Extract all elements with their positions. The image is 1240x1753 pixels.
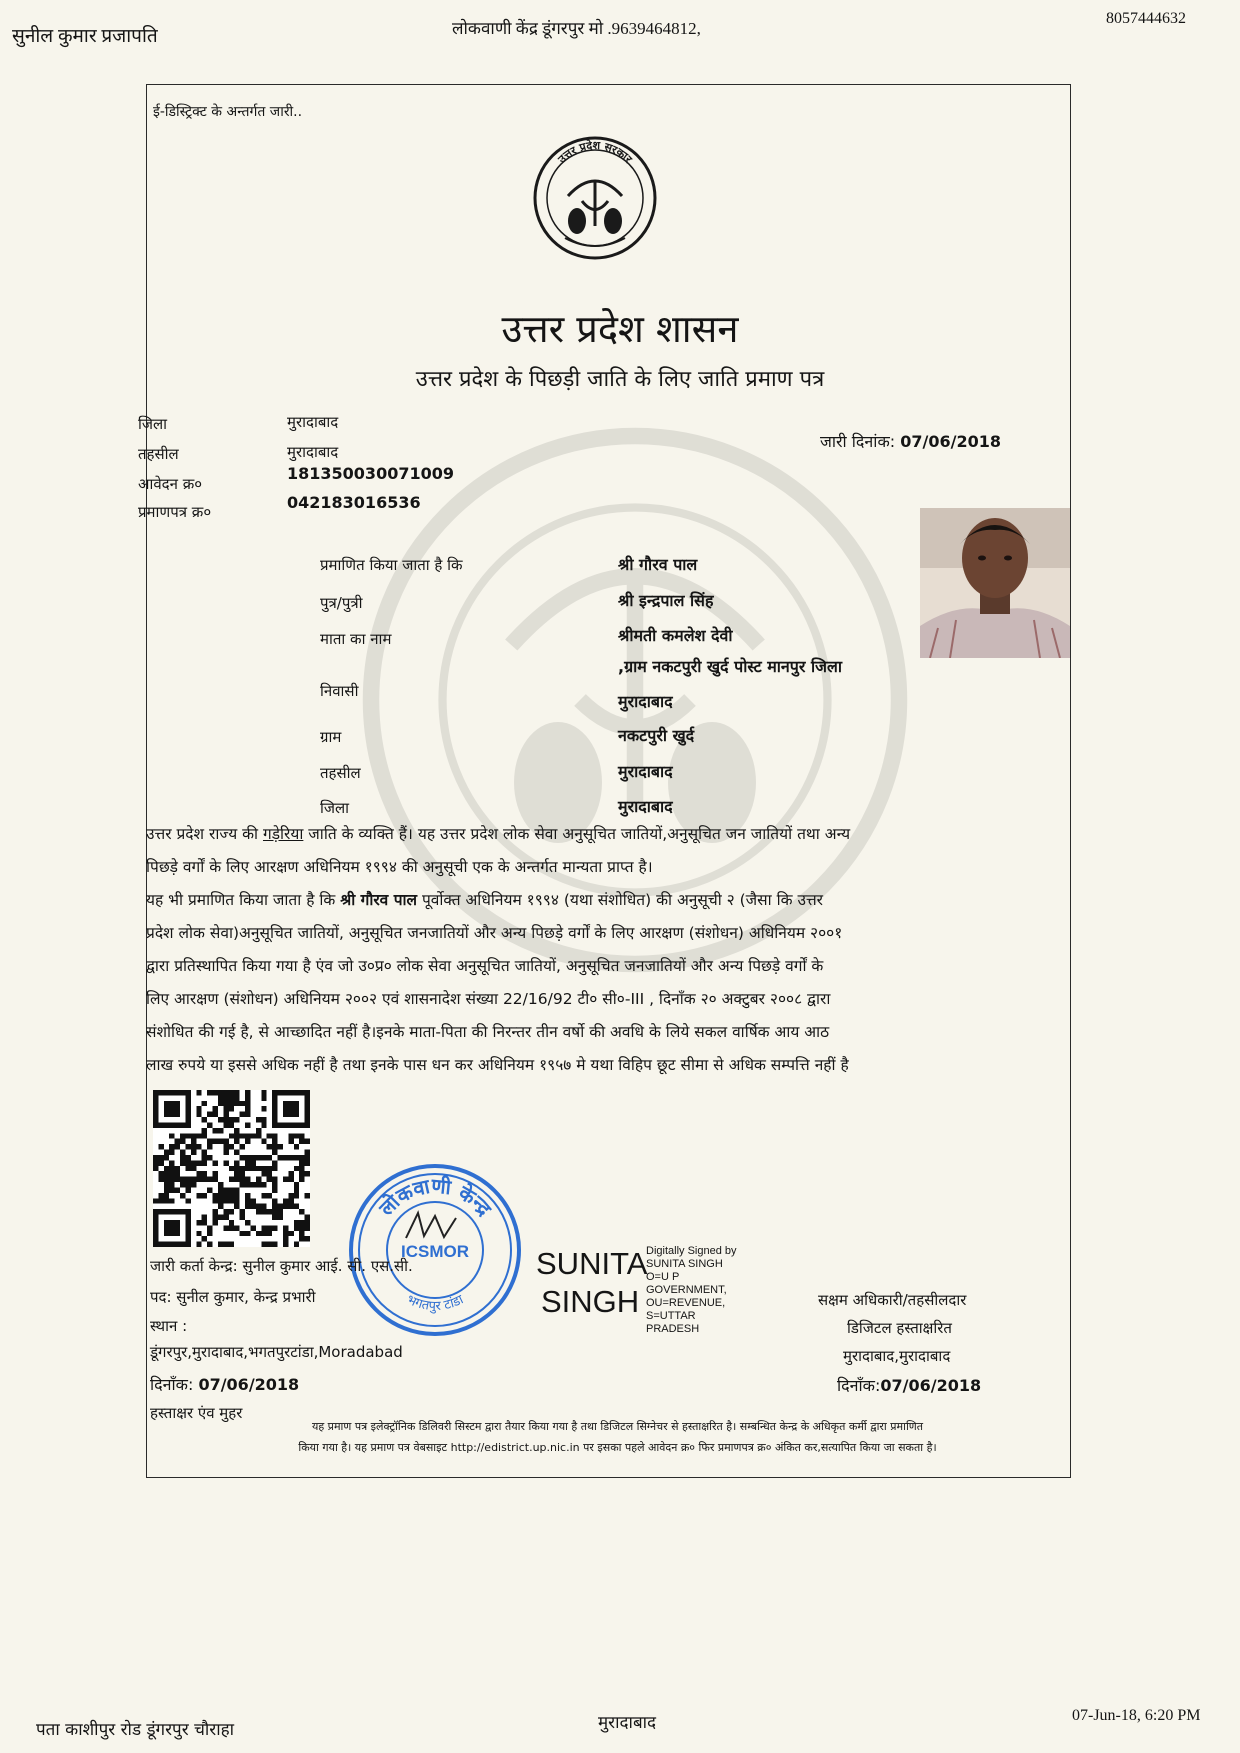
paragraph2-text: लाख रुपये या इससे अधिक नहीं है तथा इनके पास धन कर अधिनियम १९५७ मे यथा विहिप छूट सीमा से अधिक सम्पत्ति नहीं है: [146, 1056, 849, 1074]
kiosk-owner-name: सुनील कुमार प्रजापति: [12, 26, 158, 47]
authority-digitally-signed: डिजिटल हस्ताक्षरित: [847, 1319, 952, 1337]
paragraph2-text: पूर्वोक्त अधिनियम १९९४ (यथा संशोधित) की अनुसूची २ (जैसा कि उत्तर: [417, 891, 823, 909]
issuer-center: जारी कर्ता केन्द्र: सुनील कुमार आई. सी. एस.सी.: [150, 1257, 413, 1275]
caste-name: गड़ेरिया: [262, 825, 304, 843]
paragraph1-text: जाति के व्यक्ति हैं। यह उत्तर प्रदेश लोक सेवा अनुसूचित जातियों,अनुसूचित जन जातियों तथा अन्य: [303, 825, 851, 843]
village-label: ग्राम: [320, 728, 342, 746]
svg-text:उत्तर प्रदेश सरकार: [555, 138, 635, 167]
authority-date-value: 07/06/2018: [880, 1376, 982, 1395]
kiosk-center-name: लोकवाणी केंद्र डूंगरपुर मो: [452, 19, 604, 38]
certificate-label: प्रमाणपत्र क्र०: [138, 503, 212, 521]
svg-text:भगतपुर टांडा: [404, 1292, 466, 1314]
applicant-photo: [920, 508, 1070, 658]
mother-name: श्रीमती कमलेश देवी: [618, 626, 733, 645]
application-label: आवेदन क्र०: [138, 475, 203, 493]
verification-footnote: [160, 1416, 1075, 1458]
footer-address: पता काशीपुर रोड डूंगरपुर चौराहा: [36, 1720, 235, 1740]
footnote-line-1: यह प्रमाण पत्र इलेक्ट्रॉनिक डिलिवरी सिस्टम द्वारा तैयार किया गया है तथा डिजिटल सिग्नेचर से हस्ताक्षरित है। सम्बन्धित केन्द्र के अधिकृत कर्मी द्वारा प्रमाणित: [311, 1420, 924, 1433]
paragraph2-text: प्रदेश लोक सेवा)अनुसूचित जातियों, अनुसूचित जनजातियों और अन्य पिछड़े वर्गों के लिए आरक्षण (संशोधन) अधिनियम २००१: [146, 924, 843, 942]
father-name: श्री इन्द्रपाल सिंह: [618, 591, 714, 610]
district-row-value: मुरादाबाद: [618, 797, 673, 816]
village-value: नकटपुरी खुर्द: [618, 726, 695, 745]
tehsil-value: मुरादाबाद: [287, 443, 339, 461]
emblem-text: उत्तर प्रदेश सरकार: [555, 138, 635, 166]
issued-under-note: ई-डिस्ट्रिक्ट के अन्तर्गत जारी..: [153, 104, 303, 120]
district-value: मुरादाबाद: [287, 413, 339, 431]
paragraph2-text: लिए आरक्षण (संशोधन) अधिनियम २००२ एवं शासनादेश संख्या 22/16/92 टी० सी०-III , दिनाँक २० अक्टुबर २००८ द्वारा: [146, 990, 831, 1008]
seal-center-text: ICSMOR: [401, 1242, 469, 1261]
handwritten-signature-icon: [406, 1213, 456, 1238]
issuer-place-label: स्थान :: [150, 1317, 188, 1335]
issuer-date-value: 07/06/2018: [198, 1375, 300, 1394]
issuer-date: [150, 1373, 299, 1395]
authority-date-label: दिनाँक:: [837, 1376, 881, 1395]
signer-last-name: SINGH: [541, 1284, 640, 1319]
resident-line-2: मुरादाबाद: [618, 692, 673, 711]
verification-qr-code: [153, 1090, 310, 1247]
mother-label: माता का नाम: [320, 630, 392, 648]
up-government-emblem-icon: [530, 126, 660, 274]
footnote-line-2: किया गया है। यह प्रमाण पत्र वेबसाइट http://edistrict.up.nic.in पर इसका पहले आवेदन क्र० फिर प्रमाणपत्र क्र० अंकित कर,सत्यापित किया जा सकता है।: [298, 1441, 937, 1454]
authority-date: [837, 1374, 981, 1396]
son-of-label: पुत्र/पुत्री: [320, 594, 363, 612]
applicant-name: श्री गौरव पाल: [618, 555, 698, 574]
digital-signature-detail: Digitally Signed by SUNITA SINGH O=U P GOVERNMENT, OU=REVENUE, S=UTTAR PRADESH: [646, 1245, 737, 1335]
paragraph1-text: उत्तर प्रदेश राज्य की: [146, 825, 263, 843]
issuer-post: पद: सुनील कुमार, केन्द्र प्रभारी: [150, 1288, 316, 1306]
tehsil-row-value: मुरादाबाद: [618, 762, 673, 781]
tehsil-label: तहसील: [138, 445, 179, 463]
district-label: जिला: [138, 415, 168, 433]
certificate-subtitle: उत्तर प्रदेश के पिछड़ी जाति के लिए जाति प्रमाण पत्र: [415, 367, 825, 392]
issue-date-value: 07/06/2018: [900, 432, 1001, 451]
certificate-title: उत्तर प्रदेश शासन: [501, 307, 739, 351]
issue-date: [820, 430, 1001, 452]
print-timestamp: 07-Jun-18, 6:20 PM: [1072, 1707, 1201, 1724]
seal-top-text: लोकवाणी केन्द्र: [374, 1173, 497, 1221]
paragraph2-text: यह भी प्रमाणित किया जाता है कि: [146, 891, 341, 909]
caste-paragraph: [146, 818, 1071, 884]
authority-place: मुरादाबाद,मुरादाबाद: [843, 1347, 951, 1365]
resident-line-1: ,ग्राम नकटपुरी खुर्द पोस्ट मानपुर जिला: [618, 657, 843, 676]
issuer-sign-label: हस्ताक्षर एंव मुहर: [150, 1404, 243, 1422]
kiosk-phone-2: 8057444632: [1106, 10, 1186, 27]
resident-label: निवासी: [320, 682, 359, 700]
district-row-label: जिला: [320, 799, 350, 817]
seal-bottom-text: भगतपुर टांडा: [404, 1292, 466, 1315]
certified-label: प्रमाणित किया जाता है कि: [320, 556, 463, 574]
signer-first-name: SUNITA: [536, 1246, 648, 1281]
issuer-date-label: दिनाँक:: [150, 1375, 194, 1394]
paragraph2-applicant-name: श्री गौरव पाल: [340, 891, 418, 909]
paragraph2-text: द्वारा प्रतिस्थापित किया गया है एंव जो उ०प्र० लोक सेवा अनुसूचित जातियों, अनुसूचित जनजातियों और अन्य पिछड़े वर्गों के: [146, 957, 824, 975]
kiosk-seal-stamp: [340, 1158, 530, 1343]
authority-title: सक्षम अधिकारी/तहसीलदार: [818, 1291, 967, 1309]
paragraph2-text: संशोधित की गई है, से आच्छादित नहीं है।इनके माता-पिता की निरन्तर तीन वर्षो की अवधि के लिये सकल वार्षिक आय आठ: [146, 1023, 830, 1041]
certificate-number: 042183016536: [287, 493, 421, 512]
application-number: 181350030071009: [287, 464, 454, 483]
kiosk-phone-1: .9639464812,: [607, 19, 701, 38]
paragraph1-text: पिछड़े वर्गों के लिए आरक्षण अधिनियम १९९४ की अनुसूची एक के अन्तर्गत मान्यता प्राप्त है।: [146, 858, 653, 876]
tehsil-row-label: तहसील: [320, 764, 361, 782]
issuer-place: डूंगरपुर,मुरादाबाद,भगतपुरटांडा,Moradabad: [150, 1343, 403, 1361]
footer-city: मुरादाबाद: [598, 1713, 657, 1733]
exemption-paragraph: [146, 884, 1071, 1082]
kiosk-center: [452, 16, 701, 39]
issue-date-label: जारी दिनांक:: [820, 432, 896, 451]
